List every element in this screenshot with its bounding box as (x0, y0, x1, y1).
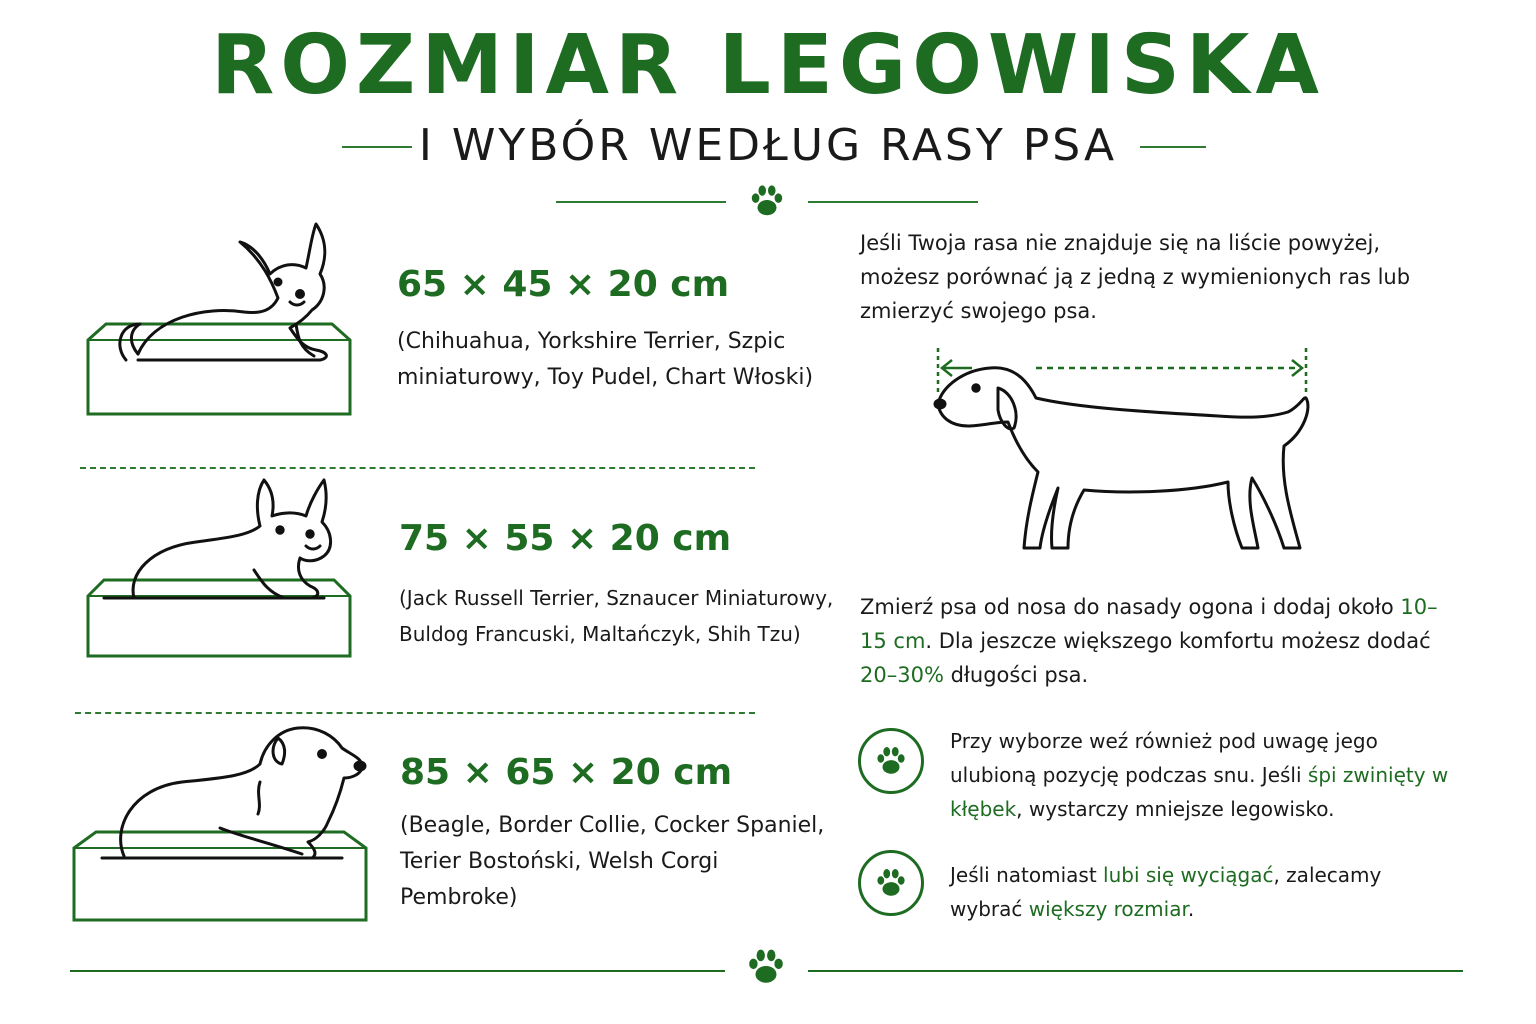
tip-highlight: śpi zwinięty w kłębek (950, 763, 1449, 821)
footer-line-right (808, 970, 1463, 972)
size-1-breeds: (Chihuahua, Yorkshire Terrier, Szpic miniaturowy, Toy Pudel, Chart Włoski) (397, 329, 814, 390)
row-divider (80, 467, 755, 469)
row-divider (75, 712, 755, 714)
measurement-illustration (928, 342, 1318, 582)
measure-text (860, 590, 1460, 692)
dog-bed-icon (88, 324, 350, 414)
tip-highlight: lubi się wyciągać (1103, 863, 1274, 887)
tip-2-paw-badge (858, 850, 924, 916)
tip-text-part: Jeśli natomiast (950, 863, 1097, 887)
measure-text-part: . Dla jeszcze większego komfortu możesz dodać (925, 629, 1431, 653)
measure-value-cm: 10–15 cm (860, 595, 1438, 653)
divider-right (808, 201, 978, 203)
chihuahua-illustration (84, 220, 354, 420)
paw-icon (745, 946, 787, 988)
tip-text-part: , wystarczy mniejsze legowisko. (1016, 797, 1335, 821)
dog-bed-icon (88, 580, 350, 656)
paw-icon (874, 866, 908, 900)
fluffy-dog-illustration (72, 724, 372, 924)
size-3-dimensions: 85 × 65 × 20 cm (400, 752, 733, 793)
size-2-dimensions: 75 × 55 × 20 cm (399, 518, 732, 559)
tip-text-part: Przy wyborze weź również pod uwagę jego ulubioną pozycję podczas snu. Jeśli (950, 729, 1378, 787)
tip-highlight: większy rozmiar (1028, 897, 1188, 921)
divider-left (556, 201, 726, 203)
measure-value-percent: 20–30% (860, 663, 944, 687)
paw-icon (748, 182, 786, 220)
tip-text-part: . (1187, 897, 1195, 921)
tip-1-text (950, 724, 1470, 826)
french-bulldog-illustration (84, 474, 354, 664)
tip-1-paw-badge (858, 728, 924, 794)
subtitle-right-line (1140, 146, 1206, 148)
paw-icon (874, 744, 908, 778)
footer-line-left (70, 970, 725, 972)
size-2-breeds: (Jack Russell Terrier, Sznaucer Miniaturowy, Buldog Francuski, Maltańczyk, Shih Tzu) (399, 586, 834, 646)
tip-text-part: , zalecamy wybrać (950, 863, 1382, 921)
tip-2-text (950, 858, 1460, 926)
intro-text: Jeśli Twoja rasa nie znajduje się na liście powyżej, możesz porównać ją z jedną z wymienionych ras lub zmierzyć swojego psa. (860, 231, 1411, 323)
size-3-breeds: (Beagle, Border Collie, Cocker Spaniel, Terier Bostoński, Welsh Corgi Pembroke) (400, 813, 825, 910)
dog-bed-icon (74, 832, 366, 920)
dog-measurement-icon (935, 368, 1308, 548)
page-subtitle: I WYBÓR WEDŁUG RASY PSA (418, 120, 1118, 171)
measure-text-part: Zmierź psa od nosa do nasady ogona i dodaj około (860, 595, 1394, 619)
measurement-arrow-icon (938, 348, 1306, 392)
measure-text-part: długości psa. (950, 663, 1089, 687)
size-1-dimensions: 65 × 45 × 20 cm (397, 264, 730, 305)
page-title: ROZMIAR LEGOWISKA (211, 18, 1325, 113)
